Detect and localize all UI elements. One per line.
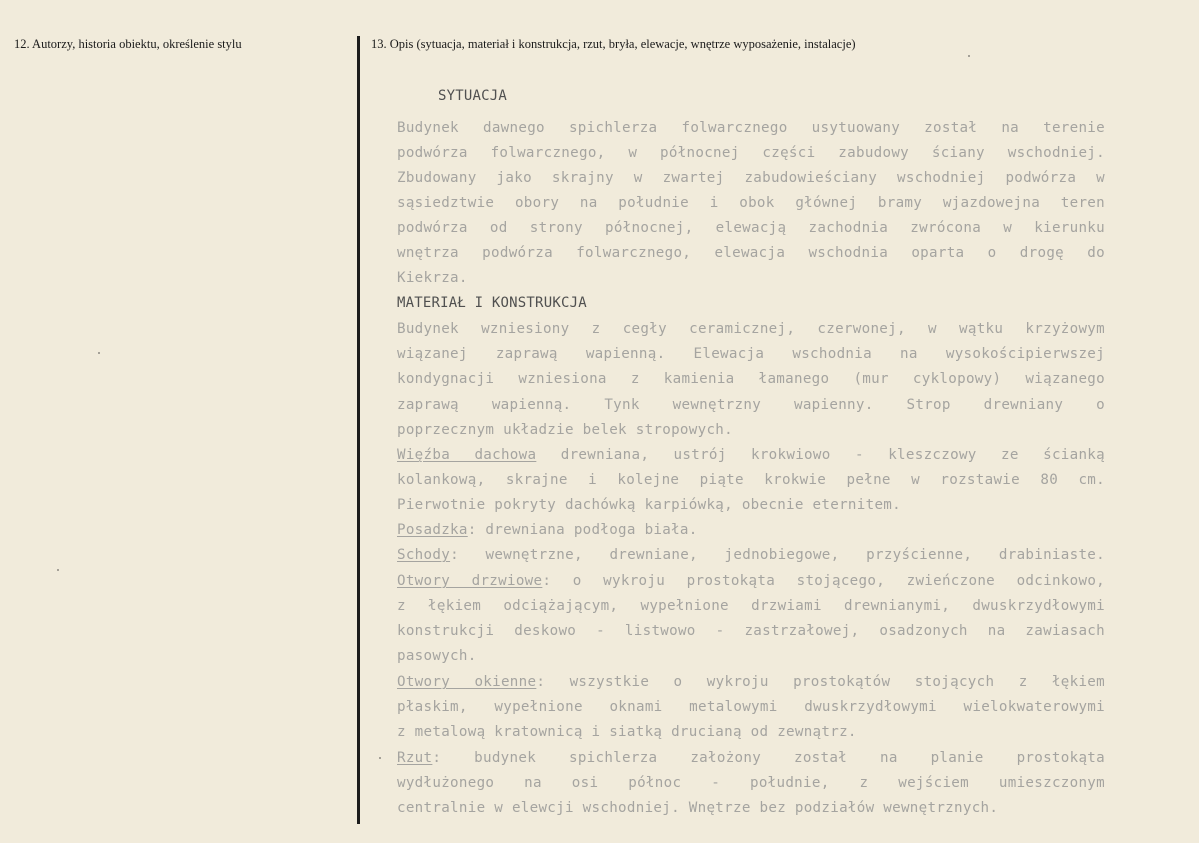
drzwi-label: Otwory drzwiowe (397, 573, 543, 589)
sytuacja-line-6: wnętrza podwórza folwarcznego, elewacja wschodnia oparta o drogę do (397, 245, 1105, 261)
drzwi-line-3: konstrukcji deskowo - listwowo - zastrzałowej, osadzonych na zawiasach (397, 623, 1105, 639)
material-line-2: wiązanej zaprawą wapienną. Elewacja wschodnia na wysokościpierwszej (397, 346, 1105, 362)
material-line-3: kondygnacji wzniesiona z kamienia łamanego (mur cyklopowy) wiązanego (397, 371, 1105, 387)
posadzka-label: Posadzka (397, 522, 468, 538)
okna-text: : wszystkie o wykroju prostokątów stojących z łękiem (536, 674, 1105, 690)
okna-line-2: płaskim, wypełnione oknami metalowymi dwuskrzydłowymi wielokwaterowymi (397, 699, 1105, 715)
drzwi-line-4: pasowych. (397, 648, 477, 664)
paper-speck (57, 569, 59, 571)
rzut-line-1 (397, 749, 1105, 767)
wiezba-line-1 (397, 446, 1105, 464)
wiezba-label: Więźba dachowa (397, 447, 537, 463)
field-12-header: 12. Autorzy, historia obiektu, określenie stylu (14, 37, 242, 51)
sytuacja-line-3: Zbudowany jako skrajny w zwartej zabudowieściany wschodniej podwórza w (397, 170, 1105, 186)
okna-line-1 (397, 673, 1105, 691)
okna-line-3: z metalową kratownicą i siatką drucianą od zewnątrz. (397, 724, 857, 740)
paper-speck (379, 757, 381, 759)
okna-label: Otwory okienne (397, 674, 537, 690)
posadzka-text: : drewniana podłoga biała. (467, 522, 698, 538)
field-13-header: 13. Opis (sytuacja, materiał i konstrukcja, rzut, bryła, elewacje, wnętrze wyposażenie, instalacje) (371, 37, 856, 51)
rzut-line-3: centralnie w elewcji wschodniej. Wnętrze bez podziałów wewnętrznych. (397, 800, 999, 816)
sytuacja-line-7: Kiekrza. (397, 270, 468, 286)
drzwi-line-1 (397, 572, 1105, 590)
sytuacja-line-4: sąsiedztwie obory na południe i obok głównej bramy wjazdowejna teren (397, 195, 1105, 211)
drzwi-text: : o wykroju prostokąta stojącego, zwieńczone odcinkowo, (542, 573, 1105, 589)
material-line-5: poprzecznym układzie belek stropowych. (397, 422, 733, 438)
rzut-text: : budynek spichlerza założony został na planie prostokąta (432, 750, 1105, 766)
section-title-material: MATERIAŁ I KONSTRUKCJA (397, 295, 587, 311)
rzut-line-2: wydłużonego na osi północ - południe, z wejściem umieszczonym (397, 775, 1105, 791)
column-divider (357, 36, 360, 824)
wiezba-line-3: Pierwotnie pokryty dachówką karpiówką, obecnie eternitem. (397, 497, 901, 513)
wiezba-text: drewniana, ustrój krokwiowo - kleszczowy ze ścianką (536, 447, 1105, 463)
schody-text: : wewnętrzne, drewniane, jednobiegowe, przyścienne, drabiniaste. (450, 547, 1105, 563)
wiezba-line-2: kolankową, skrajne i kolejne piąte krokwie pełne w rozstawie 80 cm. (397, 472, 1105, 488)
paper-speck (98, 352, 100, 354)
sytuacja-line-5: podwórza od strony północnej, elewacją zachodnia zwrócona w kierunku (397, 220, 1105, 236)
rzut-label: Rzut (397, 750, 433, 766)
posadzka-line (397, 521, 698, 539)
section-title-sytuacja: SYTUACJA (438, 88, 508, 104)
schody-line (397, 546, 1105, 564)
sytuacja-line-2: podwórza folwarcznego, w północnej części zabudowy ściany wschodniej. (397, 145, 1105, 161)
material-line-4: zaprawą wapienną. Tynk wewnętrzny wapienny. Strop drewniany o (397, 397, 1105, 413)
drzwi-line-2: z łękiem odciążającym, wypełnione drzwiami drewnianymi, dwuskrzydłowymi (397, 598, 1105, 614)
paper-speck (968, 55, 970, 57)
schody-label: Schody (397, 547, 451, 563)
material-line-1: Budynek wzniesiony z cegły ceramicznej, czerwonej, w wątku krzyżowym (397, 321, 1105, 337)
sytuacja-line-1: Budynek dawnego spichlerza folwarcznego usytuowany został na terenie (397, 120, 1105, 136)
